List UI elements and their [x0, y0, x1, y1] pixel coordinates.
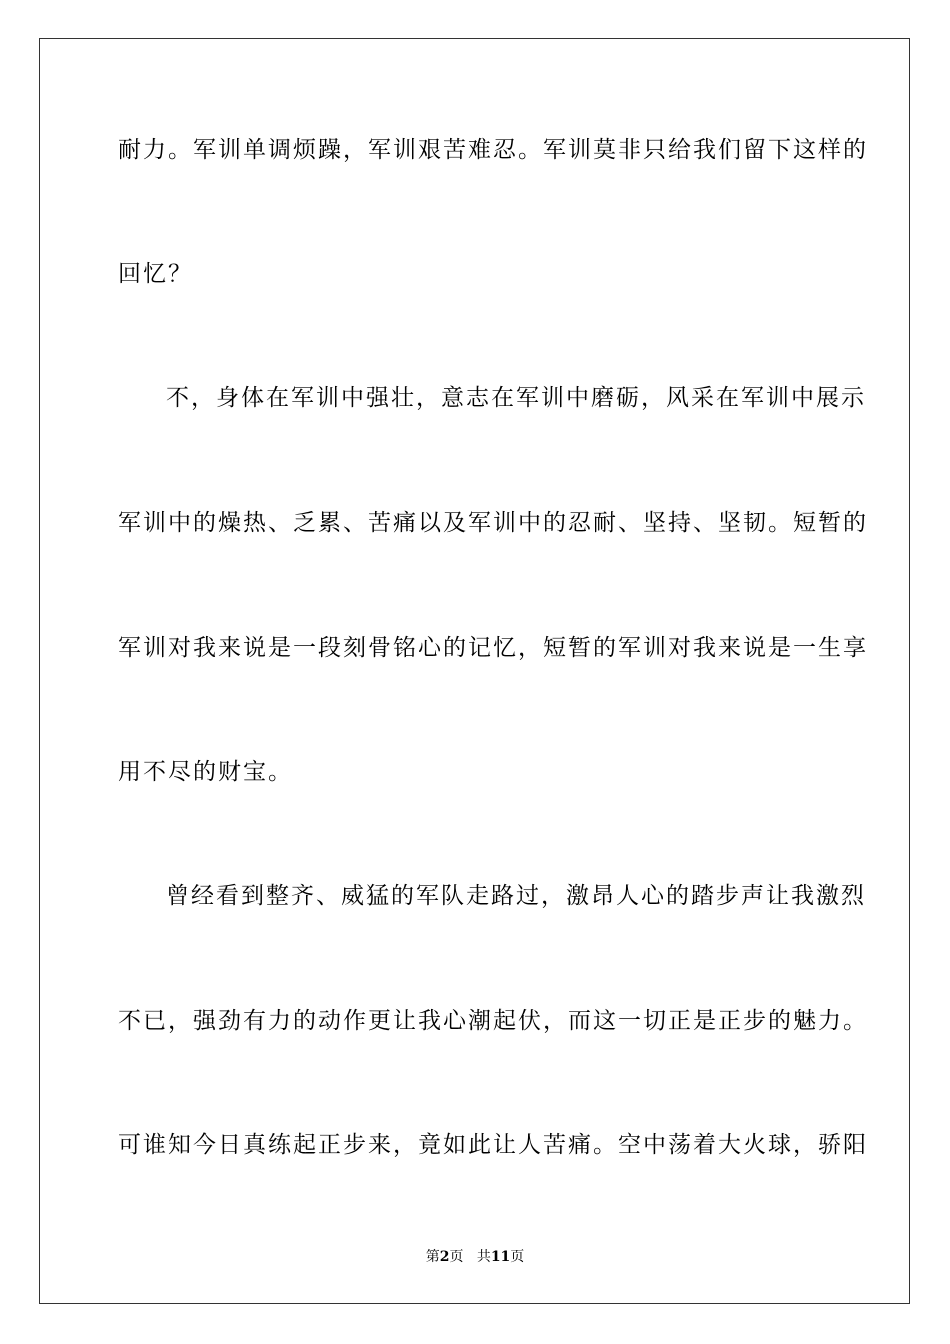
- text-line: 军训对我来说是一段刻骨铭心的记忆，短暂的军训对我来说是一生享: [118, 635, 868, 661]
- total-suffix: 页: [510, 1249, 525, 1265]
- total-pages: 11: [490, 1249, 511, 1265]
- total-prefix: 共: [476, 1249, 491, 1265]
- text-line: 回忆？: [118, 261, 193, 287]
- text-line: 可谁知今日真练起正步来，竟如此让人苦痛。空中荡着大火球，骄阳: [118, 1132, 868, 1158]
- page-footer: [0, 1248, 950, 1266]
- page-border: [39, 38, 910, 1304]
- text-line: 用不尽的财宝。: [118, 759, 293, 785]
- text-line: 不已，强劲有力的动作更让我心潮起伏，而这一切正是正步的魅力。: [118, 1008, 868, 1034]
- page-number: 2: [439, 1249, 450, 1265]
- page-suffix: 页: [449, 1249, 464, 1265]
- paragraph-first-line: 曾经看到整齐、威猛的军队走路过，激昂人心的踏步声让我激烈: [166, 883, 866, 909]
- paragraph-first-line: 不，身体在军训中强壮，意志在军训中磨砺，风采在军训中展示: [166, 385, 866, 411]
- text-line: 耐力。军训单调烦躁，军训艰苦难忍。军训莫非只给我们留下这样的: [118, 137, 868, 163]
- page-prefix: 第: [425, 1249, 440, 1265]
- text-line: 军训中的燥热、乏累、苦痛以及军训中的忍耐、坚持、坚韧。短暂的: [118, 510, 868, 536]
